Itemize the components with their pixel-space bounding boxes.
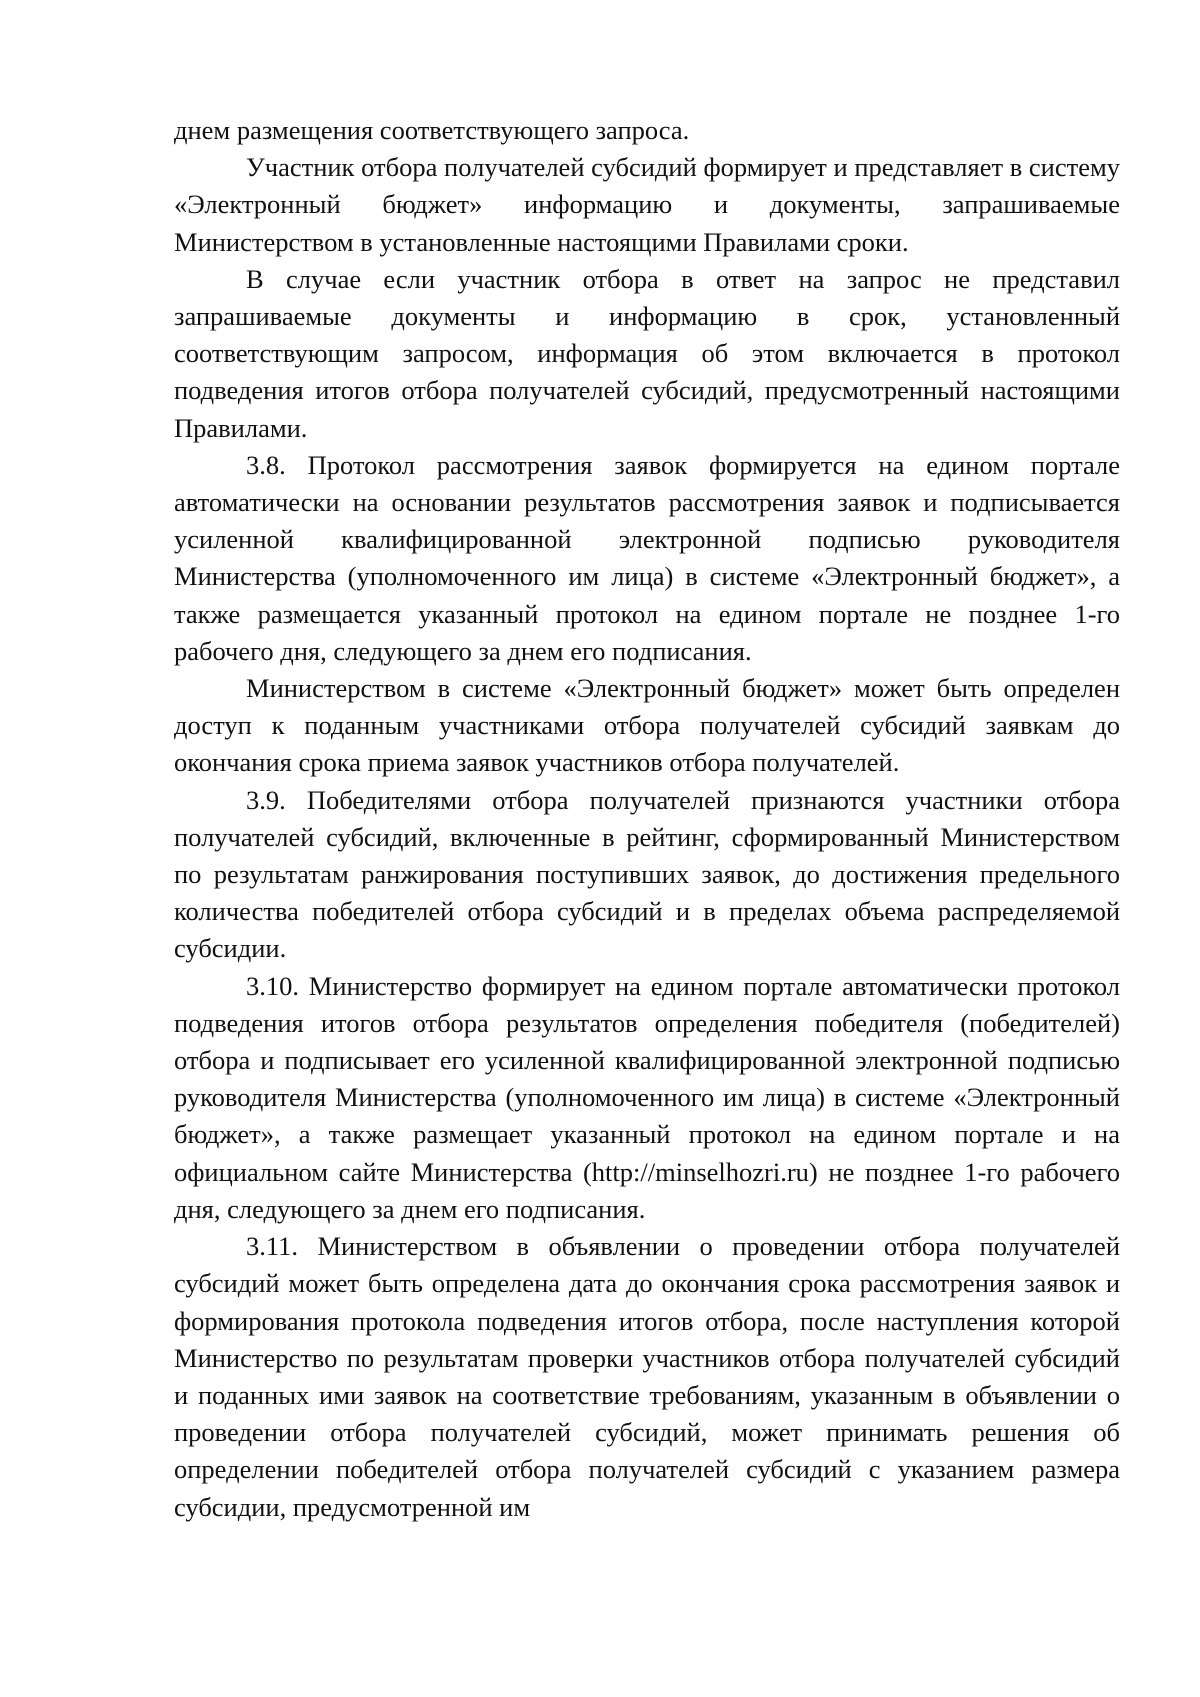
paragraph-clause-3-8: 3.8. Протокол рассмотрения заявок формируется на едином портале автоматически на основании результатов рассмотрения заявок и подписывается усиленной квалифицированной электронной подписью руководителя Министерства (уполномоченного им лица) в системе «Электронный бюджет», а также размещается указанный протокол на едином портале не позднее 1-го рабочего дня, следующего за днем его подписания. [174,449,1120,666]
paragraph-clause-3-9: 3.9. Победителями отбора получателей признаются участники отбора получателей субсидий, включенные в рейтинг, сформированный Министерством по результатам ранжирования поступивших заявок, до достижения предельного количества победителей отбора субсидий и в пределах объема распределяемой субсидии. [174,784,1120,964]
paragraph-clause-3-11: 3.11. Министерством в объявлении о проведении отбора получателей субсидий может быть определена дата до окончания срока рассмотрения заявок и формирования протокола подведения итогов отбора, после наступления которой Министерство по результатам проверки участников отбора получателей субсидий и поданных ими заявок на соответствие требованиям, указанным в объявлении о проведении отбора получателей субсидий, может принимать решения об определении победителей отбора получателей субсидий с указанием размера субсидии, предусмотренной им [174,1231,1120,1522]
paragraph-continuation: днем размещения соответствующего запроса. [174,115,690,145]
paragraph-access-to-applications: Министерством в системе «Электронный бюджет» может быть определен доступ к поданным участниками отбора получателей субсидий заявкам до окончания срока приема заявок участников отбора получателей. [174,673,1120,778]
paragraph-participant-submission: Участник отбора получателей субсидий формирует и представляет в систему «Электронный бюджет» информацию и документы, запрашиваемые Министерством в установленные настоящими Правилами сроки. [174,152,1120,257]
paragraph-clause-3-10: 3.10. Министерство формирует на едином портале автоматически протокол подведения итогов отбора результатов определения победителя (победителей) отбора и подписывает его усиленной квалифицированной электронной подписью руководителя Министерства (уполномоченного им лица) в системе «Электронный бюджет», а также размещает указанный протокол на едином портале и на официальном сайте Министерства (http://minselhozri.ru) не позднее 1-го рабочего дня, следующего за днем его подписания. [174,970,1120,1224]
paragraph-missing-documents: В случае если участник отбора в ответ на запрос не представил запрашиваемые документы и информацию в срок, установленный соответствующим запросом, информация об этом включается в протокол подведения итогов отбора получателей субсидий, предусмотренный настоящими Правилами. [174,263,1120,443]
document-body [174,112,1120,1526]
